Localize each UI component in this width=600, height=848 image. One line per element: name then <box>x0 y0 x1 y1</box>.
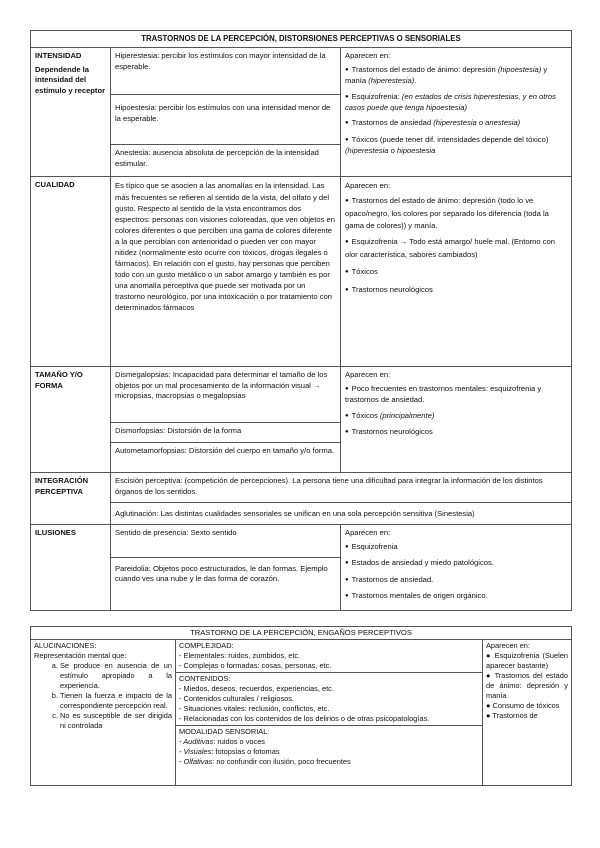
complejidad-header: COMPLEJIDAD: <box>179 641 234 650</box>
alucinaciones-intro: Representación mental que: <box>34 651 127 660</box>
appear-item: ● Trastornos del estado de ánimo: depresión y manía <box>486 671 569 700</box>
appear-item: ● Esquizofrenia <box>345 542 567 553</box>
appear-header: Aparecen en: <box>345 370 391 380</box>
contenidos-line: - Relacionadas con los contenidos de los delirios o de otras psicopatologías. <box>179 714 430 723</box>
contenidos-cell <box>176 673 483 726</box>
appear-item: ● Trastornos neurológicos <box>345 427 567 438</box>
alucinacion-criterio: a. Se produce en ausencia de un estímulo apropiado a la experiencia. <box>60 661 172 691</box>
appear-header: Aparecen en: <box>345 181 391 191</box>
enganos-table <box>30 626 572 786</box>
cualidad-description: Es típico que se asocien a las anomalías en la intensidad. Las más frecuentes se refieren al sentido de la vista, del olfato y del gusto. Respecto al sentido de la vista encontramos dos espectros: personas con visiones coloreadas, que ven objetos en colores diferentes o que perciben una gama de colores diferente a la que percibían con anterioridad o pueden ver con mayor nitidez (normalmente esto ocurre con tóxicos, drogas ilegales o fármacos). En relación con el gusto, hay personas que perciben todo con un gusto metálico o un sabor amargo y también es por una anomalía perceptiva que puede ser motivada por un trastorno neurológico, por una intoxicación o por tratamiento con determinados fármacos <box>111 177 341 367</box>
integracion-label: INTEGRACIÓN PERCEPTIVA <box>31 473 111 525</box>
modalidad-line: - Visuales: fotopsias o fotomas <box>179 747 280 756</box>
cualidad-label: CUALIDAD <box>31 177 111 367</box>
alucinaciones-cell <box>31 640 176 786</box>
alucinacion-criterio: c. No es susceptible de ser dirigida ni controlada <box>60 711 172 731</box>
ilusiones-label: ILUSIONES <box>31 525 111 611</box>
appear-item: ● Consumo de tóxicos <box>486 701 560 710</box>
appear-item: ● Tóxicos (puede tener dif. intensidades depende del tóxico) (hiperestesia o hipoestesia <box>345 135 567 157</box>
cualidad-appear-cell <box>341 177 572 367</box>
anestesia-cell: Anestesia: ausencia absoluta de percepción de la intensidad estimular. <box>111 145 341 177</box>
distorsiones-table <box>30 30 572 611</box>
appear-item: ● Tóxicos (principalmente) <box>345 411 567 422</box>
dismegalopsias-cell: Dismegalopsias: Incapacidad para determinar el tamaño de los objetos por un mal procesamiento de la información visual → micropsias, macropsias o megalopsias <box>111 367 341 423</box>
aglutinacion-cell: Aglutinación: Las distintas cualidades sensoriales se unifican en una sola percepción sensitiva (Sinestesia) <box>111 503 572 525</box>
appear-item: ● Tóxicos <box>345 266 567 279</box>
modalidad-header: MODALIDAD SENSORIAL: <box>179 727 270 736</box>
appear-item: ● Trastornos de ansiedad. <box>345 575 567 586</box>
hiperestesia-cell: Hiperestesia: percibir los estímulos con mayor intensidad de la esperable. <box>111 48 341 95</box>
table2-appear-cell <box>483 640 572 786</box>
appear-item: ● Trastornos de ansiedad (hiperestesia o anestesia) <box>345 118 567 129</box>
table2-title: TRASTORNO DE LA PERCEPCIÓN, ENGAÑOS PERCEPTIVOS <box>31 627 572 640</box>
tamano-label: TAMAÑO Y/O FORMA <box>31 367 111 473</box>
intensidad-appear-cell <box>341 48 572 177</box>
hipoestesia-cell: Hipoestesia: percibir los estímulos con una intensidad menor de la esperable. <box>111 95 341 145</box>
pareidolia-cell: Pareidolia: Objetos poco estructurados, le dan formas. Ejemplo cuando ves una nube y le das forma de corazón. <box>111 557 341 611</box>
appear-item: ● Esquizofrenia (Suelen aparecer bastante) <box>486 651 569 670</box>
complejidad-line: - Elementales: ruidos, zumbidos, etc. <box>179 651 301 660</box>
sentido-presencia-cell: Sentido de presencia: Sexto sentido <box>111 525 341 557</box>
appear-item: ● Estados de ansiedad y miedo patológicos. <box>345 558 567 569</box>
intensidad-label: INTENSIDAD Dependende la intensidad del estímulo y receptor <box>31 48 111 177</box>
contenidos-header: CONTENIDOS: <box>179 674 231 683</box>
modalidad-cell <box>176 726 483 786</box>
contenidos-line: - Contenidos culturales / religiosos. <box>179 694 295 703</box>
intensidad-sub: Dependende la intensidad del estímulo y receptor <box>35 64 106 95</box>
table1-title: TRASTORNOS DE LA PERCEPCIÓN, DISTORSIONES PERCEPTIVAS O SENSORIALES <box>31 31 572 48</box>
alucinaciones-label: ALUCINACIONES: <box>34 641 97 650</box>
appear-header: Aparecen en: <box>345 51 391 61</box>
appear-header: Aparecen en: <box>486 641 530 650</box>
appear-item: ● Trastornos del estado de ánimo: depresión (todo lo ve opaco/negro, los colores por separado los diferencia (toda la gama de colores)) y manía. <box>345 195 567 231</box>
complejidad-line: - Complejas o formadas: cosas, personas, etc. <box>179 661 332 670</box>
appear-item: ● Trastornos del estado de ánimo: depresión (hipoestesia) y manía (hiperestesia). <box>345 65 567 87</box>
appear-item: ● Trastornos mentales de origen orgánico. <box>345 591 567 602</box>
tamano-appear-cell <box>341 367 572 473</box>
autometamorfopsias-cell: Autometamorfopsias: Distorsión del cuerpo en tamaño y/o forma. <box>111 443 341 473</box>
appear-item: ● Poco frecuentes en trastornos mentales: esquizofrenia y trastornos de ansiedad. <box>345 384 567 406</box>
appear-item: ● Esquizofrenia → Todo está amargo/ huele mal. (Entorno con olor característica, sabores cambiados) <box>345 236 567 261</box>
modalidad-line: - Auditivas: ruidos o voces <box>179 737 265 746</box>
contenidos-line: - Miedos, deseos, recuerdos, experiencias, etc. <box>179 684 334 693</box>
alucinacion-criterio: b. Tienen la fuerza e impacto de la correspondiente percepción real. <box>60 691 172 711</box>
dismorfopsias-cell: Dismorfopsias: Distorsión de la forma <box>111 423 341 443</box>
appear-item: ● Trastornos de <box>486 711 538 720</box>
modalidad-line: - Olfativas: no confundir con ilusión, poco frecuentes <box>179 757 351 766</box>
complejidad-cell <box>176 640 483 673</box>
appear-item: ● Trastornos neurológicos <box>345 284 567 297</box>
escision-cell: Escisión perceptiva: (competición de percepciones). La persona tiene una dificultad para integrar la información de los distintos órganos de los sentidos. <box>111 473 572 503</box>
contenidos-line: - Situaciones vitales: reclusión, conflictos, etc. <box>179 704 330 713</box>
appear-item: ● Esquizofrenia: (en estados de crisis hiperestesias, y en otros casos puede que tenga hipoestesia) <box>345 92 567 114</box>
ilusiones-appear-cell <box>341 525 572 611</box>
appear-header: Aparecen en: <box>345 528 391 538</box>
